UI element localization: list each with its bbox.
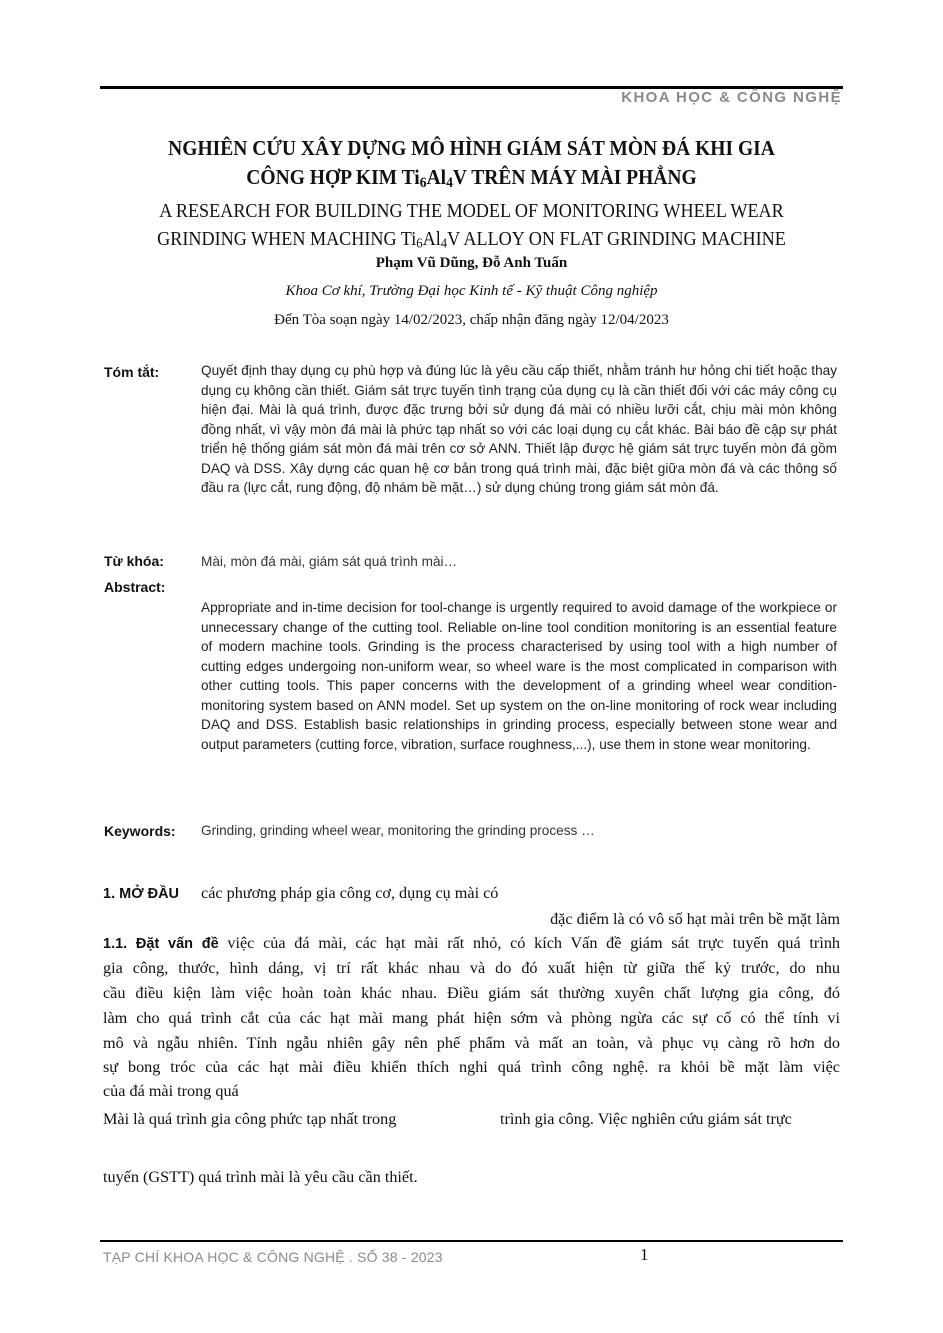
body-line-5: cầu điều kiện làm việc hoàn toàn khác nhau. Điều giám sát thường xuyên chất lượng gia công, đó bbox=[103, 984, 840, 1002]
title-en-line1: A RESEARCH FOR BUILDING THE MODEL OF MONITORING WHEEL WEAR bbox=[159, 201, 784, 222]
abstract-label: Abstract: bbox=[104, 579, 166, 595]
body-line-10-left: Mài là quá trình gia công phức tạp nhất trong bbox=[103, 1110, 397, 1128]
title-vn-line2 bbox=[126, 163, 817, 198]
page-number: 1 bbox=[640, 1245, 649, 1264]
title-en-line2 bbox=[126, 226, 817, 258]
summary-label: Tóm tắt: bbox=[104, 364, 160, 380]
body-line-8: sự bong tróc của các hạt mài điều khiển thích nghi quá trình công nghệ. ra khỏi bề mặt làm việc bbox=[103, 1058, 840, 1076]
body-line-3 bbox=[103, 934, 840, 953]
body-line-1-tail: các phương pháp gia công cơ, dụng cụ mài có bbox=[201, 884, 499, 902]
subscript-4: 4 bbox=[446, 174, 453, 191]
title-en-line2-pre: GRINDING WHEN MACHING Ti bbox=[157, 229, 417, 250]
title-en-line2-post: V ALLOY ON FLAT GRINDING MACHINE bbox=[447, 229, 786, 250]
body-line-3-tail: việc của đá mài, các hạt mài rất nhỏ, có kích Vấn đề giám sát trực tuyến quá trình bbox=[227, 934, 841, 952]
title-vn-line2-pre: CÔNG HỢP KIM Ti bbox=[246, 165, 420, 189]
body-line-2: đặc điểm là có vô số hạt mài trên bề mặt làm bbox=[550, 910, 840, 928]
body-line-1 bbox=[103, 884, 498, 903]
title-vn-line2-post: V TRÊN MÁY MÀI PHẲNG bbox=[452, 165, 697, 189]
subscript-6: 6 bbox=[419, 174, 427, 191]
subscript-4: 4 bbox=[440, 235, 448, 251]
keywords-vn-label: Từ khóa: bbox=[104, 553, 164, 569]
title-vn-line1: NGHIÊN CỨU XÂY DỰNG MÔ HÌNH GIÁM SÁT MÒN ĐÁ KHI GIA bbox=[168, 136, 775, 160]
section-label: KHOA HỌC & CÔNG NGHỆ bbox=[621, 89, 842, 106]
journal-footer: TẠP CHÍ KHOA HỌC & CÔNG NGHỆ . SỐ 38 - 2023 bbox=[103, 1249, 443, 1265]
title-vn-line2-mid: Al bbox=[426, 165, 447, 189]
body-line-9: của đá mài trong quá bbox=[103, 1082, 239, 1100]
body-line-10-right: trình gia công. Việc nghiên cứu giám sát trực bbox=[500, 1110, 792, 1128]
title-english bbox=[126, 198, 817, 258]
section-heading: 1. MỞ ĐẦU bbox=[103, 886, 180, 902]
body-line-11: tuyến (GSTT) quá trình mài là yêu cầu cần thiết. bbox=[103, 1168, 418, 1186]
received-date: Đến Tòa soạn ngày 14/02/2023, chấp nhận đăng ngày 12/04/2023 bbox=[274, 312, 669, 328]
authors: Phạm Vũ Dũng, Đỗ Anh Tuấn bbox=[375, 255, 568, 271]
body-line-7: mô và ngẫu nhiên. Tính ngẫu nhiên gây nên phế phẩm và mất an toàn, và phục vụ càng rõ hơn do bbox=[103, 1034, 840, 1052]
affiliation: Khoa Cơ khí, Trường Đại học Kinh tế - Kỹ thuật Công nghiệp bbox=[285, 283, 658, 299]
keywords-en-label: Keywords: bbox=[104, 823, 176, 839]
abstract-text: Appropriate and in-time decision for tool-change is urgently required to avoid damage of the workpiece or unnecessary change of the cutting tool. Reliable on-line tool condition monitoring is an essential feature of modern machine tools. Grinding is the process characterised by using tool with a high number of cutting edges undergoing non-uniform wear, so wheel ware is the most complicated in comparison with other cutting tools. This paper concerns with the development of a grinding wheel wear condition-monitoring system based on ANN model. Set up system on the on-line monitoring of rock wear including DAQ and DSS. Establish basic relationships in grinding process, especially between stone wear and output parameters (cutting force, vibration, surface roughness,...), use them in stone wear monitoring. bbox=[201, 600, 837, 752]
title-en-line2-mid: Al bbox=[422, 229, 441, 250]
body-line-4: gia công, thước, hình dáng, vị trí rất khác nhau và do đó xuất hiện từ giữa thế kỷ trước, do nhu bbox=[103, 959, 840, 977]
subsection-heading: 1.1. Đặt vấn đề bbox=[103, 936, 219, 952]
title-vietnamese bbox=[126, 134, 817, 198]
body-line-6: làm cho quá trình cắt của các hạt mài mang phát hiện sớm và phòng ngừa các sự cố có thể tính vi bbox=[103, 1009, 840, 1027]
subscript-6: 6 bbox=[416, 235, 423, 251]
keywords-vn-text: Mài, mòn đá mài, giám sát quá trình mài… bbox=[201, 554, 458, 569]
summary-text: Quyết định thay dụng cụ phù hợp và đúng lúc là yêu cầu cấp thiết, nhằm tránh hư hỏng chi tiết hoặc thay dụng cụ không cần thiết. Giám sát trực tuyến tình trạng của dụng cụ là cần thiết đối với các máy công cụ hiện đại. Mài là quá trình, được đặc trưng bởi sử dụng đá mài có nhiều lưỡi cắt, chịu mài mòn không đồng nhất, vì vậy mòn đá mài là phức tạp nhất so với các loại dụng cụ cắt khác. Bài báo đề cập sự phát triển hệ thống giám sát mòn đá mài trên cơ sở ANN. Thiết lập được hệ giám sát trực tuyến mòn đá gồm DAQ và DSS. Xây dựng các quan hệ cơ bản trong quá trình mài, đặc biệt giữa mòn đá và các thông số đầu ra (lực cắt, rung động, độ nhám bề mặt…) sử dụng chúng trong giám sát mòn đá. bbox=[201, 363, 837, 495]
keywords-en-text: Grinding, grinding wheel wear, monitoring the grinding process … bbox=[201, 823, 595, 838]
footer-rule bbox=[100, 1240, 843, 1242]
